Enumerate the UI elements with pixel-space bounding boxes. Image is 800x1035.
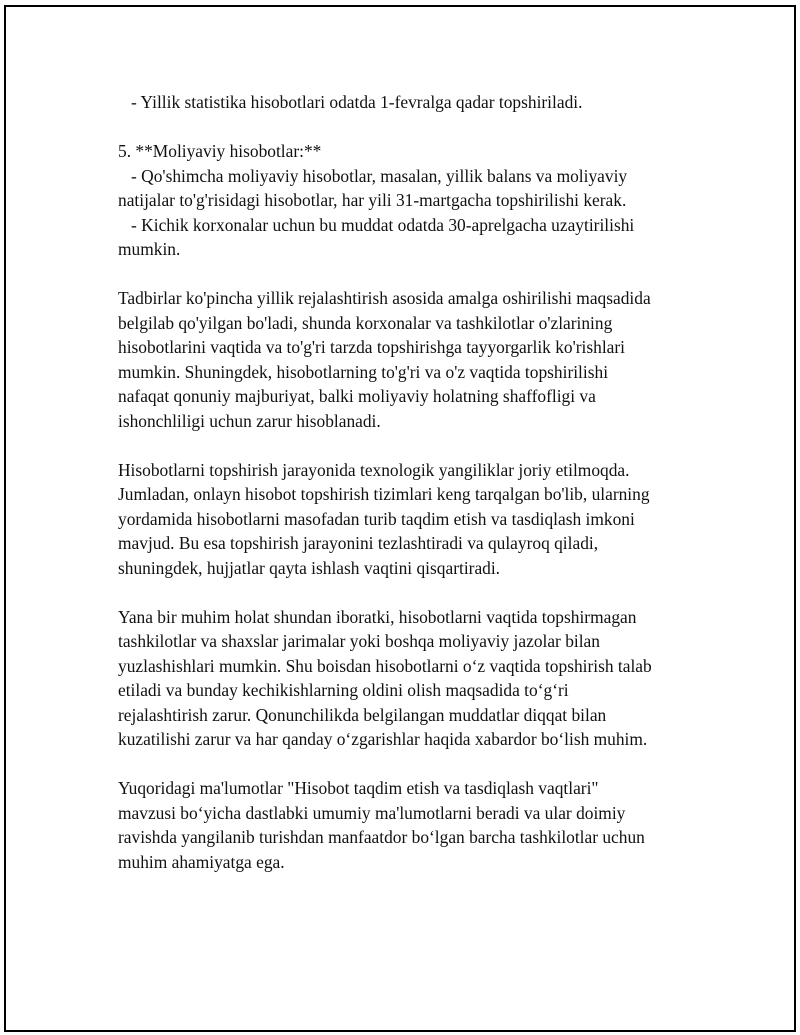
paragraph-line: kuzatilishi zarur va har qanday o‘zgarishlar haqida xabardor bo‘lish muhim. [118,729,648,749]
paragraph-line: yuzlashishlari mumkin. Shu boisdan hisobotlarni o‘z vaqtida topshirish talab [118,655,652,676]
section-heading: 5. **Moliyaviy hisobotlar:** [118,141,322,161]
paragraph-line: Tadbirlar ko'pincha yillik rejalashtirish asosida amalga oshirilishi maqsadida [118,288,651,308]
paragraph-line: belgilab qo'yilgan bo'ladi, shunda korxonalar va tashkilotlar o'zlarining [118,312,613,333]
spacer [118,580,678,605]
paragraph-line: rejalashtirish zarur. Qonunchilikda belgilangan muddatlar diqqat bilan [118,704,607,725]
paragraph-line: shuningdek, hujjatlar qayta ishlash vaqtini qisqartiradi. [118,557,501,578]
section-bullet-line: natijalar to'g'risidagi hisobotlar, har yili 31-martgacha topshirilishi kerak. [118,190,627,210]
paragraph-line: Yana bir muhim holat shundan iboratki, hisobotlarni vaqtida topshirmagan [118,606,637,627]
paragraph-line: tashkilotlar va shaxslar jarimalar yoki boshqa moliyaviy jazolar bilan [118,631,600,651]
section-bullet-line: - Qo'shimcha moliyaviy hisobotlar, masalan, yillik balans va moliyaviy [118,165,628,186]
paragraph-line: mavjud. Bu esa topshirish jarayonini tezlashtiradi va qulayroq qiladi, [118,533,599,553]
paragraph-line: mumkin. Shuningdek, hisobotlarning to'g'ri va o'z vaqtida topshirilishi [118,361,609,382]
section-bullet-line: mumkin. [118,239,181,259]
spacer [118,115,678,140]
paragraph-line: hisobotlarini vaqtida va to'g'ri tarzda topshirishga tayyorgarlik ko'rishlari [118,337,626,357]
spacer [118,752,678,777]
paragraph-line: Jumladan, onlayn hisobot topshirish tizimlari keng tarqalgan bo'lib, ularning [118,484,650,504]
paragraph-line: Yuqoridagi ma'lumotlar "Hisobot taqdim etish va tasdiqlash vaqtlari" [118,778,599,798]
paragraph-line: mavzusi bo‘yicha dastlabki umumiy ma'lumotlarni beradi va ular doimiy [118,802,626,823]
spacer [118,433,678,458]
paragraph-line: Hisobotlarni topshirish jarayonida texnologik yangiliklar joriy etilmoqda. [118,459,630,480]
annual-stats-bullet: - Yillik statistika hisobotlari odatda 1-fevralga qadar topshiriladi. [118,92,583,112]
section-bullet-line: - Kichik korxonalar uchun bu muddat odatda 30-aprelgacha uzaytirilishi [118,214,635,235]
paragraph-line: ishonchliligi uchun zarur hisoblanadi. [118,410,381,431]
paragraph-line: ravishda yangilanib turishdan manfaatdor bo‘lgan barcha tashkilotlar uchun [118,827,645,847]
document-body [118,90,678,874]
paragraph-line: yordamida hisobotlarni masofadan turib taqdim etish va tasdiqlash imkoni [118,508,635,529]
paragraph-line: muhim ahamiyatga ega. [118,851,285,872]
paragraph-line: etiladi va bunday kechikishlarning oldini olish maqsadida to‘g‘ri [118,680,569,700]
spacer [118,262,678,287]
paragraph-line: nafaqat qonuniy majburiyat, balki moliyaviy holatning shaffofligi va [118,386,596,406]
